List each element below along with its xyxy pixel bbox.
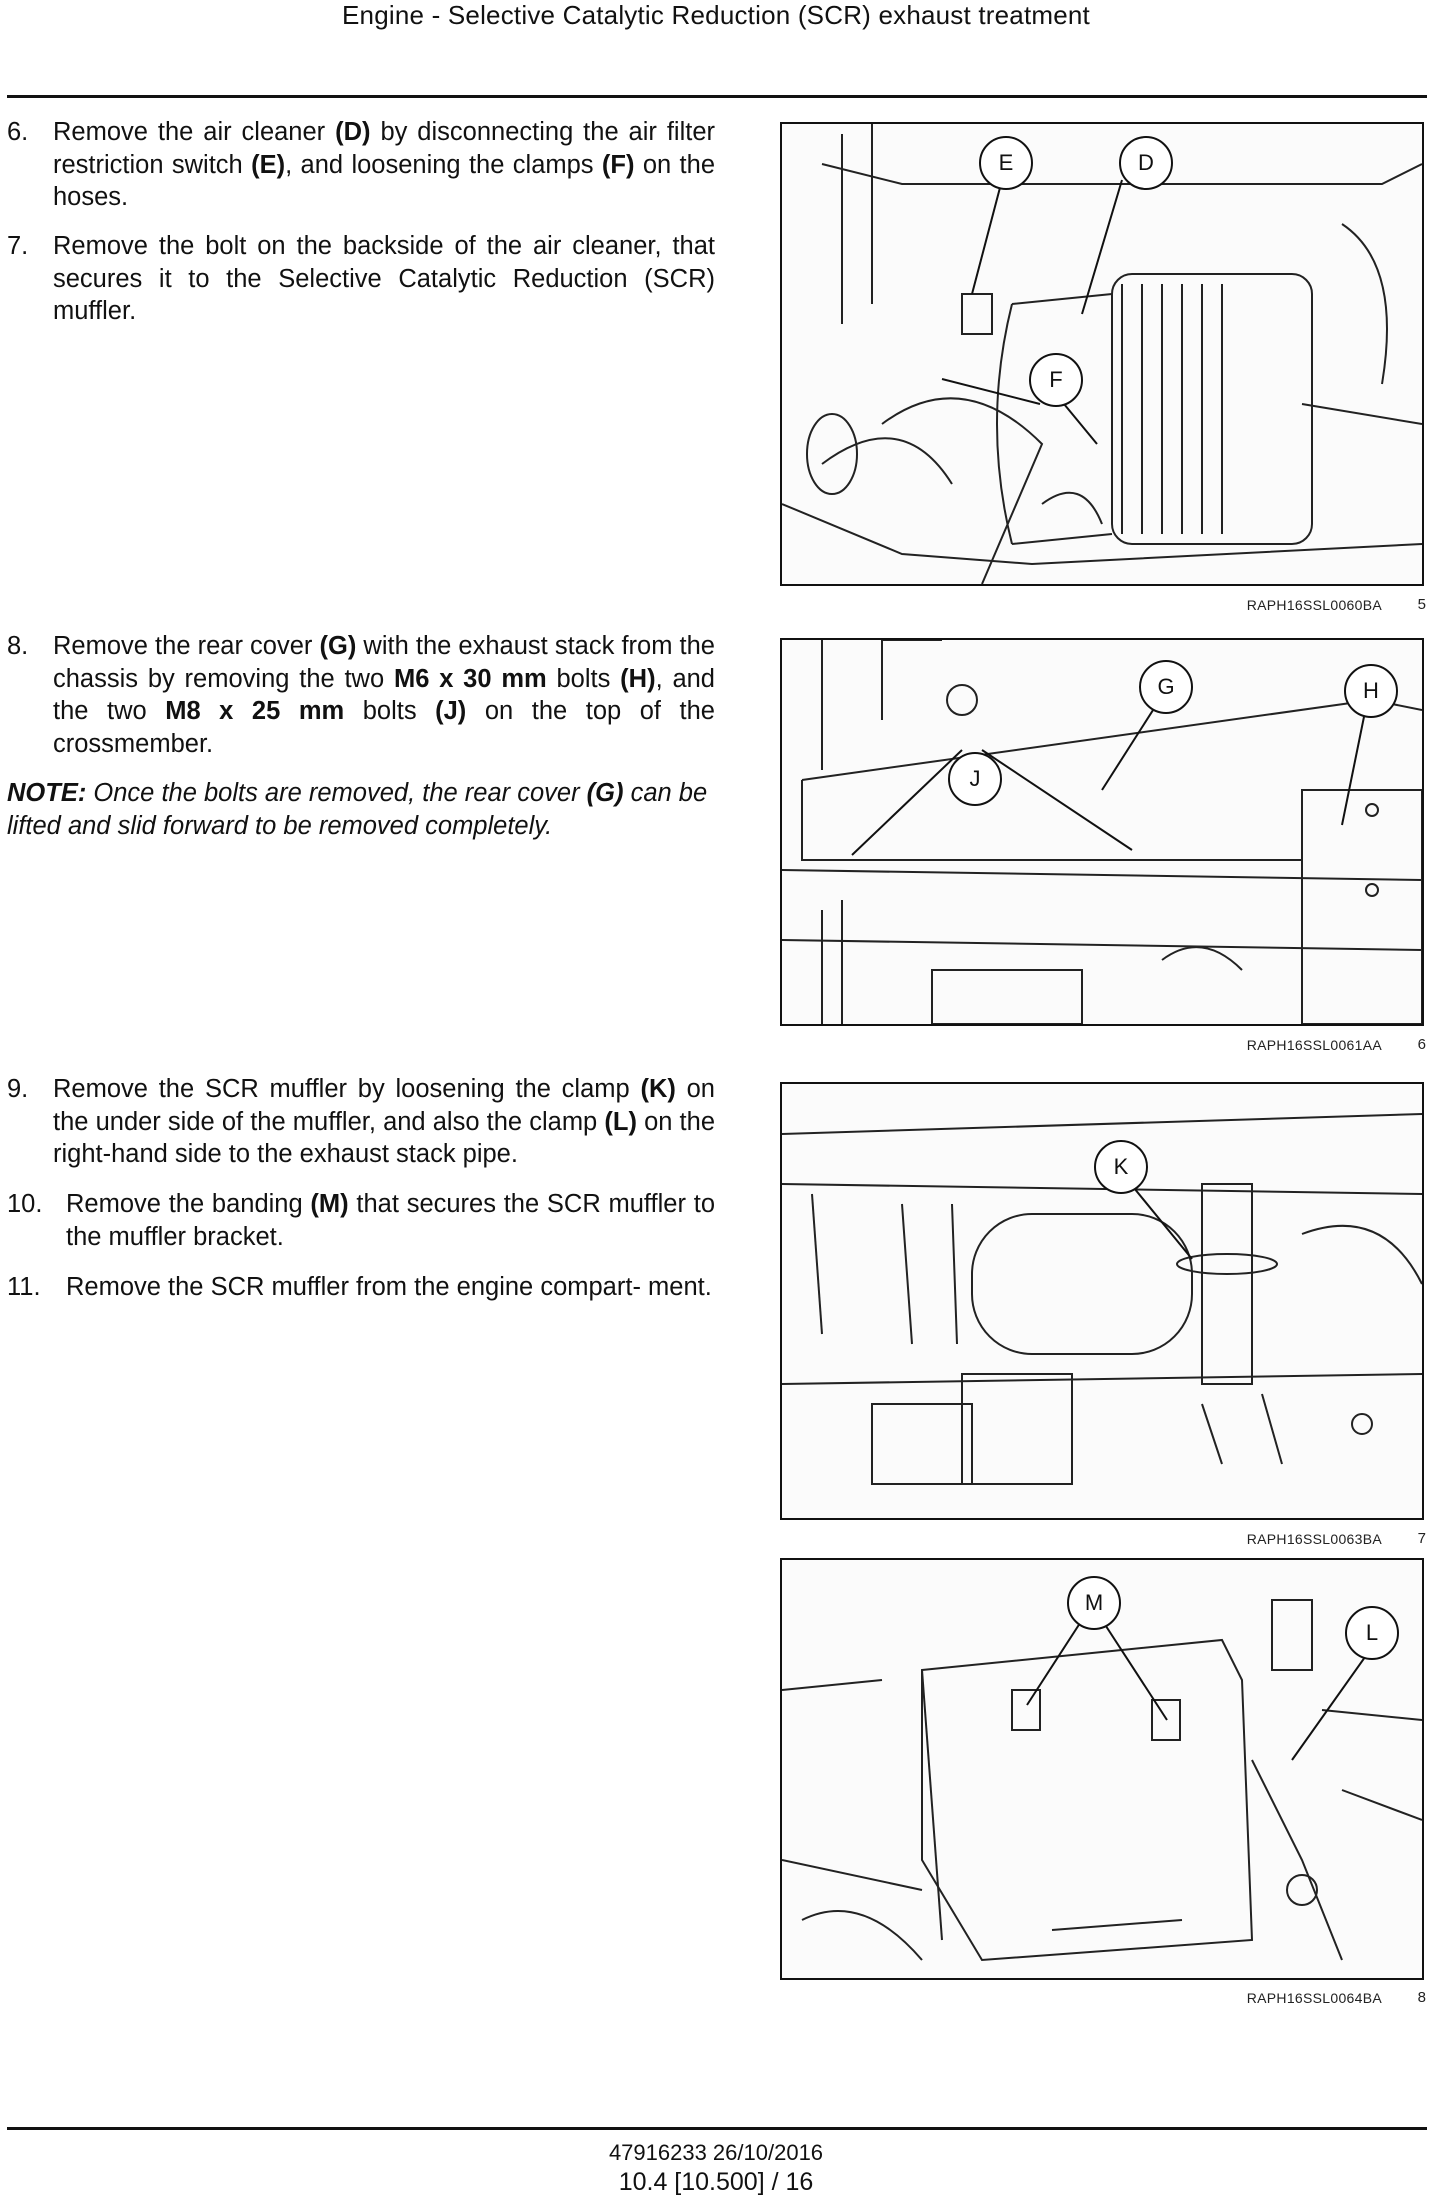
callout-f: F xyxy=(1029,353,1083,407)
note-paragraph xyxy=(7,777,719,842)
callout-k: K xyxy=(1094,1140,1148,1194)
footer-rule xyxy=(7,2127,1427,2130)
text-run: on the top of the crossmember. xyxy=(53,697,715,758)
callout-g: G xyxy=(1139,660,1193,714)
figure-6-rear-cover xyxy=(780,638,1424,1026)
text-run: , and loosening the clamps xyxy=(285,150,602,179)
figure-7-scr-muffler-clamp xyxy=(780,1082,1424,1520)
bold-reference: (E) xyxy=(251,150,286,179)
rear-cover-illustration xyxy=(782,640,1422,1024)
text-run: on the under side of the muffler, and also the clamp xyxy=(53,1075,715,1136)
step-10 xyxy=(7,1188,715,1253)
step-number: 9. xyxy=(7,1075,29,1103)
bold-reference: (L) xyxy=(604,1107,637,1136)
figure-5-air-cleaner xyxy=(780,122,1424,586)
header-rule xyxy=(7,95,1427,98)
bold-reference: (G) xyxy=(586,779,624,807)
figure-code: RAPH16SSL0063BA xyxy=(1246,1530,1382,1547)
bold-reference: (F) xyxy=(601,150,635,179)
note-text xyxy=(7,779,707,840)
step-text xyxy=(66,1188,715,1253)
page-header-title: Engine - Selective Catalytic Reduction (SCR) exhaust treatment xyxy=(342,0,1090,30)
bold-reference: (G) xyxy=(319,632,357,660)
callout-m: M xyxy=(1067,1576,1121,1630)
text-run: with the exhaust stack from the chassis by removing the two xyxy=(53,632,715,693)
bold-reference: (H) xyxy=(620,664,656,693)
text-run: Remove the rear cover xyxy=(53,632,320,660)
text-run: that secures the SCR muffler to the muffler bracket. xyxy=(66,1190,715,1251)
callout-h: H xyxy=(1344,664,1398,718)
step-number: 7. xyxy=(7,232,29,260)
step-number: 6. xyxy=(7,118,29,146)
bold-reference: (D) xyxy=(335,118,371,146)
text-run: Remove the SCR muffler from the engine compart- ment. xyxy=(66,1273,712,1301)
step-11 xyxy=(7,1271,715,1304)
text-run: by disconnecting the air filter restriction switch xyxy=(53,118,715,179)
step-8 xyxy=(7,630,715,760)
text-run: on the right-hand side to the exhaust stack pipe. xyxy=(53,1107,716,1168)
text-run: , and the two xyxy=(53,664,715,725)
bold-reference: (J) xyxy=(435,697,467,725)
step-number: 8. xyxy=(7,632,29,660)
footer-document-id: 47916233 26/10/2016 xyxy=(608,2140,824,2165)
bold-reference: (K) xyxy=(640,1075,676,1103)
step-7 xyxy=(7,230,715,328)
step-text xyxy=(66,1271,715,1304)
step-number: 10. xyxy=(7,1190,43,1218)
bold-reference: M8 x 25 mm xyxy=(165,697,345,725)
step-text xyxy=(53,630,715,760)
step-number: 11. xyxy=(7,1273,41,1301)
text-run: Remove the banding xyxy=(66,1190,311,1218)
step-6 xyxy=(7,116,715,214)
callout-j: J xyxy=(948,752,1002,806)
text-run: on the hoses. xyxy=(53,150,715,211)
text-run: Remove the SCR muffler by loosening the clamp xyxy=(53,1075,641,1103)
figure-8-caption xyxy=(780,1989,1426,2006)
air-cleaner-illustration xyxy=(782,124,1422,584)
figure-number: 8 xyxy=(1417,1989,1426,2006)
step-text xyxy=(53,116,715,214)
figure-6-caption xyxy=(780,1036,1426,1053)
text-run: Remove the air cleaner xyxy=(53,118,336,146)
figure-code: RAPH16SSL0060BA xyxy=(1246,596,1382,613)
figure-code: RAPH16SSL0061AA xyxy=(1246,1036,1382,1053)
figure-code: RAPH16SSL0064BA xyxy=(1246,1989,1382,2006)
callout-d: D xyxy=(1119,136,1173,190)
callout-l: L xyxy=(1345,1606,1399,1660)
step-9 xyxy=(7,1073,715,1171)
bold-reference: (M) xyxy=(310,1190,349,1218)
bold-reference: M6 x 30 mm xyxy=(393,664,547,693)
figure-number: 7 xyxy=(1417,1530,1426,1547)
note-label: NOTE: xyxy=(7,779,87,807)
callout-e: E xyxy=(979,136,1033,190)
step-text xyxy=(53,1073,715,1171)
figure-5-caption xyxy=(780,596,1426,613)
figure-number: 6 xyxy=(1417,1036,1426,1053)
figure-7-caption xyxy=(780,1530,1426,1547)
footer-page-number: 10.4 [10.500] / 16 xyxy=(618,2168,814,2196)
step-text xyxy=(53,230,715,328)
text-run: can be lifted and slid forward to be removed completely. xyxy=(7,779,708,840)
text-run: Once the bolts are removed, the rear cover xyxy=(86,779,587,807)
text-run: Remove the bolt on the backside of the air cleaner, that secures it to the Selective Catalytic Reduction (SCR) muffler. xyxy=(53,232,715,325)
text-run: bolts xyxy=(344,697,436,725)
text-run: bolts xyxy=(546,664,621,693)
figure-number: 5 xyxy=(1417,596,1426,613)
figure-8-scr-muffler-banding xyxy=(780,1558,1424,1980)
